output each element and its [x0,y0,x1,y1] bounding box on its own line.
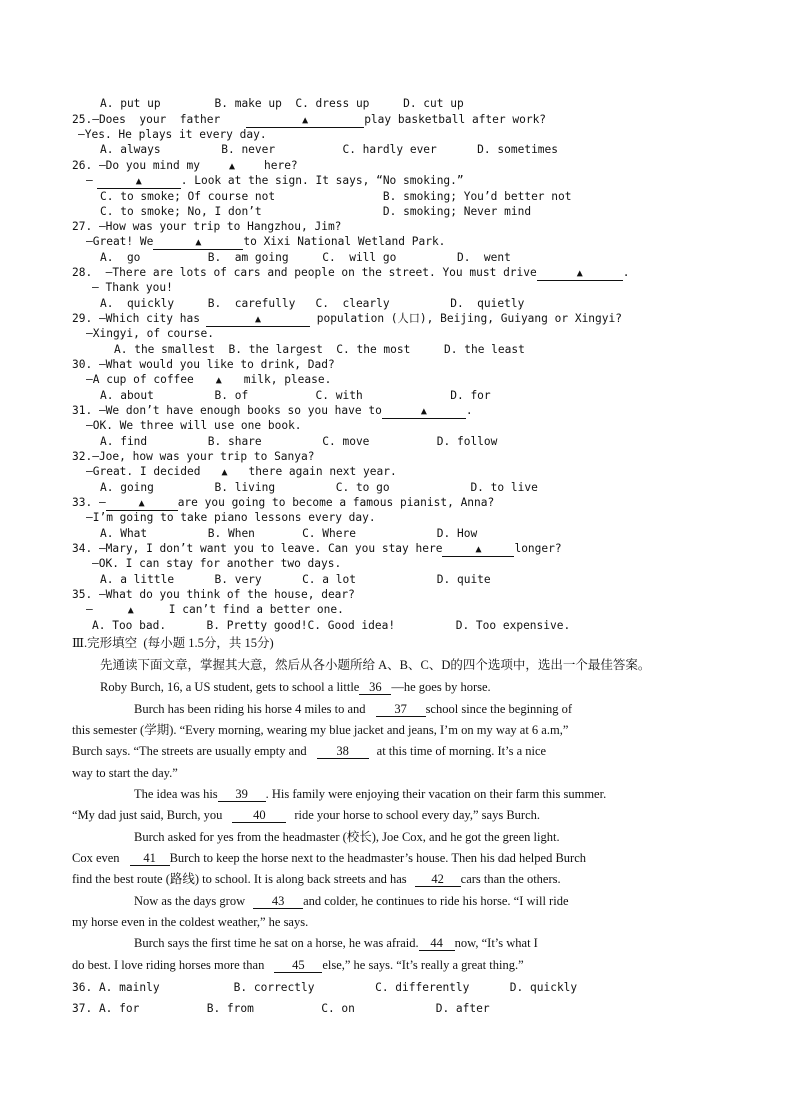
q32-question: 32.—Joe, how was your trip to Sanya? [72,450,315,463]
q28-question: 28. —There are lots of cars and people on the street. You must drive ▲ . [72,266,630,279]
triangle-icon: ▲ [475,544,482,555]
passage-line-10: find the best route (路线) to school. It is along back streets and has 42 cars than the others. [72,872,561,886]
blank-42: 42 [415,873,461,887]
q30-answer: —A cup of coffee ▲ milk, please. [86,373,332,386]
q28-blank [537,266,623,281]
passage-line-3: this semester (学期). “Every morning, wearing my blue jacket and jeans, I’m on my way at 6 a.m,” [72,723,569,737]
blank-40: 40 [232,809,286,823]
q27-blank [153,235,243,250]
q35-question: 35. —What do you think of the house, dear? [72,588,355,601]
passage-line-6: The idea was his 39 . His family were enjoying their vacation on their farm this summer. [134,787,607,801]
triangle-icon: ▲ [228,161,235,172]
q33-question: 33. — ▲ are you going to become a famous pianist, Anna? [72,496,495,509]
passage-line-11: Now as the days grow 43 and colder, he continues to ride his horse. “I will ride [134,894,569,908]
triangle-icon: ▲ [135,176,142,187]
q30-blank [194,372,244,388]
triangle-icon: ▲ [221,467,228,478]
blank-39: 39 [218,788,266,802]
triangle-icon: ▲ [302,115,309,126]
q25-options: A. always B. never C. hardly ever D. sometimes [100,143,559,156]
q34-options: A. a little B. very C. a lot D. quite [100,573,491,586]
passage-line-7: “My dad just said, Burch, you 40 ride your horse to school every day,” says Burch. [72,808,540,822]
passage-line-5: way to start the day.” [72,766,178,780]
q34-blank [442,542,514,557]
q36-options: 36. A. mainly B. correctly C. differently D. quickly [72,981,578,994]
q31-options: A. find B. share C. move D. follow [100,435,498,448]
triangle-icon: ▲ [138,498,145,509]
passage-line-1: Roby Burch, 16, a US student, gets to school a little 36 —he goes by horse. [100,680,491,694]
triangle-icon: ▲ [215,375,222,386]
q27-question: 27. —How was your trip to Hangzhou, Jim? [72,220,342,233]
q29-answer: —Xingyi, of course. [86,327,214,340]
q29-question: 29. —Which city has ▲ population (人口), Beijing, Guiyang or Xingyi? [72,312,622,325]
q25-blank [246,113,364,128]
q29-options: A. the smallest B. the largest C. the most D. the least [114,343,525,356]
q32-answer: —Great. I decided ▲ there again next year. [86,465,397,478]
passage-line-12: my horse even in the coldest weather,” he says. [72,915,309,929]
q27-options: A. go B. am going C. will go D. went [100,251,511,264]
q26-blank-2 [97,174,181,189]
triangle-icon: ▲ [420,406,427,417]
q26-question: 26. —Do you mind my ▲ here? [72,159,298,172]
q26-options-2: C. to smoke; No, I don’t D. smoking; Never mind [100,205,532,218]
triangle-icon: ▲ [127,605,134,616]
blank-37: 37 [376,703,426,717]
q26-blank [200,158,264,174]
q29-blank [206,312,310,327]
q32-blank [201,464,249,480]
q34-answer: —OK. I can stay for another two days. [92,557,342,570]
q24-options: A. put up B. make up C. dress up D. cut up [100,97,464,110]
q33-answer: —I’m going to take piano lessons every day. [86,511,376,524]
q27-answer: —Great! We ▲ to Xixi National Wetland Park. [86,235,446,248]
blank-36: 36 [359,681,391,695]
blank-45: 45 [274,959,322,973]
q31-blank [382,404,466,419]
passage-line-4: Burch says. “The streets are usually empty and 38 at this time of morning. It’s a nice [72,744,547,758]
q30-question: 30. —What would you like to drink, Dad? [72,358,335,371]
q26-options-1: C. to smoke; Of course not B. smoking; You’d better not [100,190,572,203]
q35-answer: — ▲ I can’t find a better one. [86,603,344,616]
triangle-icon: ▲ [195,237,202,248]
blank-44: 44 [419,937,455,951]
passage-line-2: Burch has been riding his horse 4 miles to and 37 school since the beginning of [134,702,573,716]
triangle-icon: ▲ [254,314,261,325]
q32-options: A. going B. living C. to go D. to live [100,481,538,494]
q35-blank [93,602,169,618]
q33-options: A. What B. When C. Where D. How [100,527,478,540]
q33-blank [106,496,178,511]
q37-options: 37. A. for B. from C. on D. after [72,1002,490,1015]
blank-38: 38 [317,745,369,759]
passage-line-13: Burch says the first time he sat on a horse, he was afraid. 44 now, “It’s what I [134,936,538,950]
blank-43: 43 [253,895,303,909]
q28-answer: — Thank you! [92,281,173,294]
blank-41: 41 [130,852,170,866]
q26-answer: — ▲ . Look at the sign. It says, “No smoking.” [86,174,464,187]
q25-answer: —Yes. He plays it every day. [78,128,267,141]
passage-line-14: do best. I love riding horses more than 45 else,” he says. “It’s really a great thing.” [72,958,524,972]
section-instruction: 先通读下面文章，掌握其大意，然后从各小题所给 A、B、C、D的四个选项中，选出一个最佳答案。 [100,658,651,672]
q28-options: A. quickly B. carefully C. clearly D. quietly [100,297,525,310]
passage-line-8: Burch asked for yes from the headmaster (校长), Joe Cox, and he got the green light. [134,830,560,844]
passage-line-9: Cox even 41 Burch to keep the horse next to the headmaster’s house. Then his dad helped Burch [72,851,587,865]
q34-question: 34. —Mary, I don’t want you to leave. Can you stay here ▲ longer? [72,542,562,555]
q30-options: A. about B. of C. with D. for [100,389,491,402]
triangle-icon: ▲ [576,268,583,279]
q25-question: 25.—Does your father ▲ play basketball after work? [72,113,547,126]
section-heading: Ⅲ.完形填空 (每小题 1.5分，共 15分) [72,636,274,650]
q31-answer: —OK. We three will use one book. [86,419,302,432]
q35-options: A. Too bad. B. Pretty good!C. Good idea! D. Too expensive. [92,619,571,632]
q31-question: 31. —We don’t have enough books so you have to ▲ . [72,404,473,417]
